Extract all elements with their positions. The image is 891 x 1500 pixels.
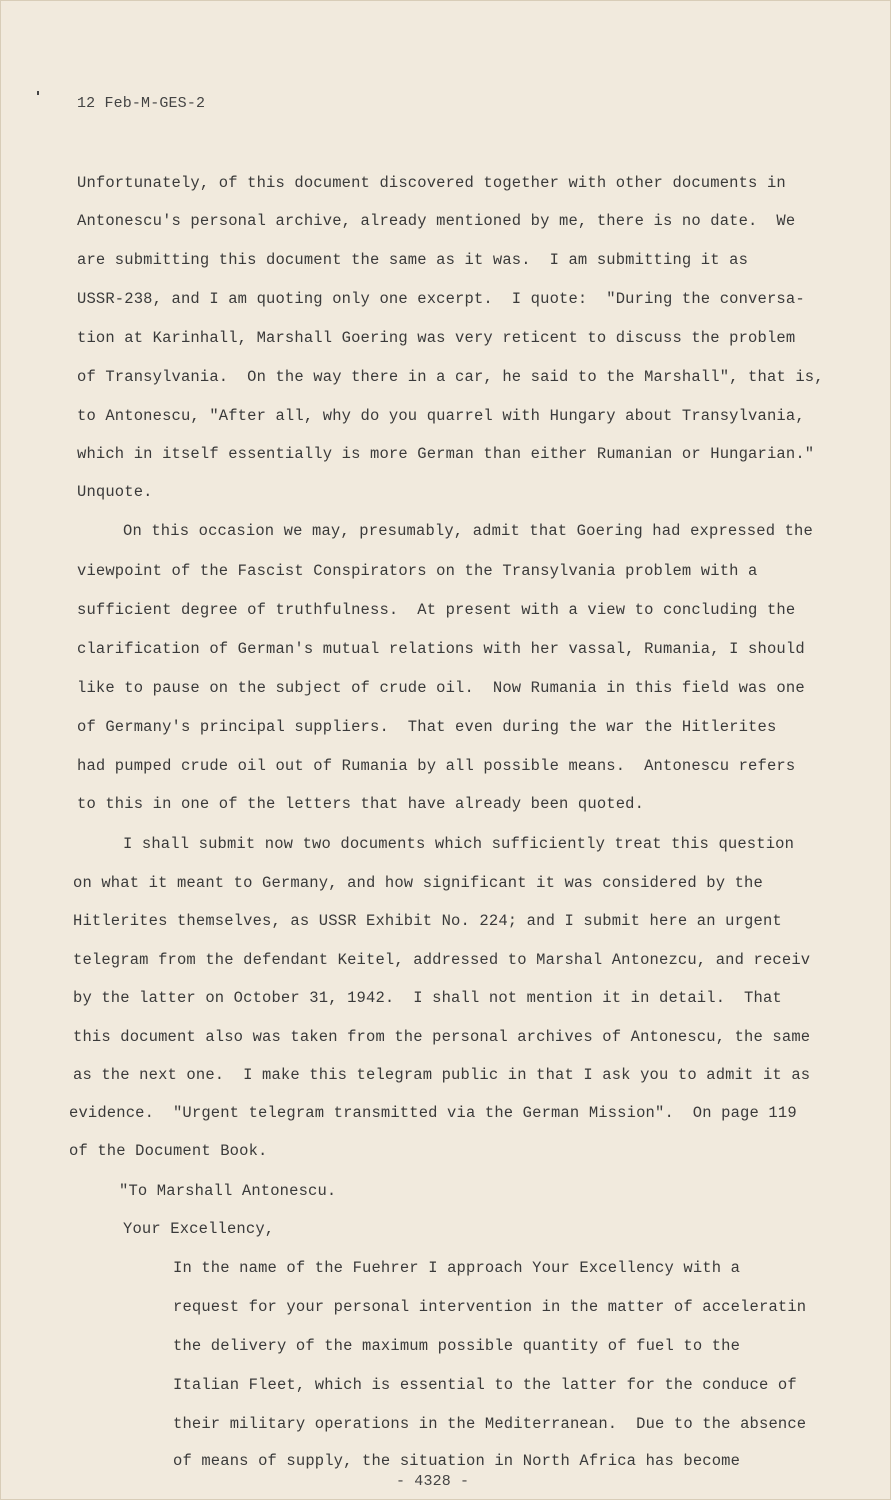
text-line: Unquote. (77, 483, 153, 501)
stray-mark (37, 91, 39, 95)
text-line: to Antonescu, "After all, why do you quarrel with Hungary about Transylvania, (77, 407, 805, 425)
text-line: Hitlerites themselves, as USSR Exhibit No. 224; and I submit here an urgent (73, 912, 782, 930)
text-line: their military operations in the Mediterranean. Due to the absence (173, 1415, 807, 1433)
text-line: In the name of the Fuehrer I approach Your Excellency with a (173, 1259, 741, 1277)
text-line: evidence. "Urgent telegram transmitted via the German Mission". On page 119 (69, 1104, 797, 1122)
text-line: by the latter on October 31, 1942. I shall not mention it in detail. That (73, 989, 782, 1007)
text-line: of Transylvania. On the way there in a car, he said to the Marshall", that is, (77, 368, 824, 386)
text-line: of the Document Book. (69, 1142, 268, 1160)
text-line: Antonescu's personal archive, already mentioned by me, there is no date. We (77, 212, 796, 230)
text-line: which in itself essentially is more German than either Rumanian or Hungarian." (77, 445, 815, 463)
text-line: tion at Karinhall, Marshall Goering was very reticent to discuss the problem (77, 329, 796, 347)
text-line: request for your personal intervention in the matter of acceleratin (173, 1298, 807, 1316)
text-line: sufficient degree of truthfulness. At present with a view to concluding the (77, 601, 796, 619)
text-line: Unfortunately, of this document discovered together with other documents in (77, 174, 786, 192)
text-line: this document also was taken from the personal archives of Antonescu, the same (73, 1028, 811, 1046)
text-line: to this in one of the letters that have already been quoted. (77, 795, 645, 813)
text-line: Italian Fleet, which is essential to the latter for the conduce of (173, 1376, 797, 1394)
text-line: I shall submit now two documents which sufficiently treat this question (123, 835, 795, 853)
text-line: Your Excellency, (123, 1220, 275, 1238)
text-line: the delivery of the maximum possible quantity of fuel to the (173, 1337, 741, 1355)
page-number: - 4328 - (396, 1473, 470, 1490)
text-line: are submitting this document the same as it was. I am submitting it as (77, 251, 749, 269)
page-reference: 12 Feb-M-GES-2 (77, 95, 206, 112)
text-line: telegram from the defendant Keitel, addressed to Marshal Antonezcu, and receiv (73, 951, 811, 969)
text-line: of Germany's principal suppliers. That even during the war the Hitlerites (77, 718, 777, 736)
text-line: had pumped crude oil out of Rumania by all possible means. Antonescu refers (77, 757, 796, 775)
text-line: on what it meant to Germany, and how significant it was considered by the (73, 874, 763, 892)
text-line: "To Marshall Antonescu. (119, 1182, 337, 1200)
text-line: of means of supply, the situation in North Africa has become (173, 1452, 741, 1470)
text-line: USSR-238, and I am quoting only one excerpt. I quote: "During the conversa- (77, 290, 805, 308)
text-line: like to pause on the subject of crude oil. Now Rumania in this field was one (77, 679, 805, 697)
text-line: viewpoint of the Fascist Conspirators on the Transylvania problem with a (77, 562, 758, 580)
text-line: On this occasion we may, presumably, admit that Goering had expressed the (123, 522, 813, 540)
text-line: clarification of German's mutual relations with her vassal, Rumania, I should (77, 640, 805, 658)
text-line: as the next one. I make this telegram public in that I ask you to admit it as (73, 1066, 811, 1084)
